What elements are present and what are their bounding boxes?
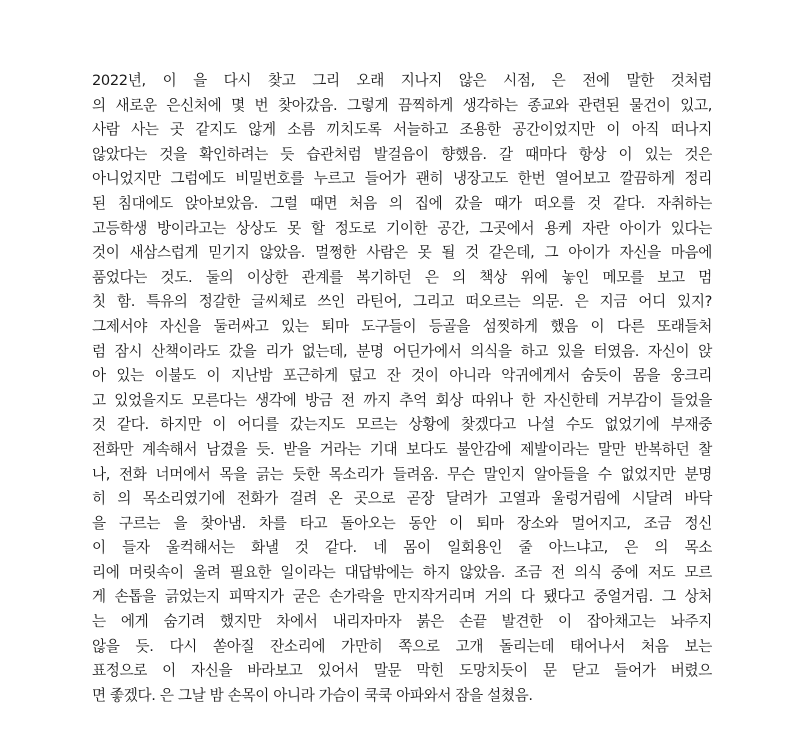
text-line: 럼 잠시 산책이라도 갔을 리가 없는데, 분명 어딘가에서 의식을 하고 있을 터였음. 자신이 앉 <box>92 342 712 360</box>
text-line: 않을 듯. 다시 쏟아질 잔소리에 가만히 쪽으로 고개 돌리는데 태어나서 처음 보는 <box>92 637 712 655</box>
text-line: 전화만 계속해서 남겼을 듯. 받을 거라는 기대 보다도 불안감에 제발이라는 말만 반복하던 찰 <box>92 440 712 458</box>
text-line: 이 들자 울컥해서는 화낼 것 같다. 네 몸이 일회용인 줄 아느냐고, 은 의 목소 <box>92 539 712 557</box>
text-line: 고 있었을지도 모른다는 생각에 방금 전 까지 추억 회상 따위나 한 자신한테 거부감이 들었을 <box>92 391 712 409</box>
text-line: 의 새로운 은신처에 몇 번 찾아갔음. 그렇게 끔찍하게 생각하는 종교와 관련된 물건이 있고, <box>92 96 712 114</box>
text-line: 아 있는 이불도 이 지난밤 포근하게 덮고 잔 것이 아니라 악귀에게서 숨듯이 몸을 웅크리 <box>92 367 712 385</box>
text-line: 품었다는 것도. 둘의 이상한 관계를 복기하던 은 의 책상 위에 놓인 메모를 보고 멈 <box>92 268 712 286</box>
text-line: 는 에게 숨기려 했지만 차에서 내리자마자 붉은 손끝 발견한 이 잡아채고는 놔주지 <box>92 613 712 631</box>
text-line: 고등학생 방이라고는 상상도 못 할 정도로 기이한 공간, 그곳에서 용케 자란 아이가 있다는 <box>92 219 712 237</box>
text-line: 그제서야 자신을 둘러싸고 있는 퇴마 도구들이 등골을 섬찟하게 했음 이 다른 또래들처 <box>92 317 712 335</box>
text-line: 된 침대에도 앉아보았음. 그럴 때면 처음 의 집에 갔을 때가 떠오를 것 같다. 자취하는 <box>92 194 712 212</box>
text-line: 표정으로 이 자신을 바라보고 있어서 말문 막힌 도망치듯이 문 닫고 들어가 버렸으 <box>92 662 712 680</box>
text-line: 것 같다. 하지만 이 어디를 갔는지도 모르는 상황에 찾겠다고 나설 수도 없었기에 부재중 <box>92 416 712 434</box>
text-line: 면 좋겠다. 은 그날 밤 손목이 아니라 가슴이 쿡쿡 아파와서 잠을 설쳤음. <box>92 686 533 704</box>
text-line: 나, 전화 너머에서 목을 긁는 듯한 목소리가 들려옴. 무슨 말인지 알아들을 수 없었지만 분명 <box>92 465 712 483</box>
document-body <box>92 69 712 708</box>
text-line: 사람 사는 곳 같지도 않게 소름 끼치도록 서늘하고 조용한 공간이었지만 이 아직 떠나지 <box>92 121 712 139</box>
text-line: 아니었지만 그럼에도 비밀번호를 누르고 들어가 괜히 냉장고도 한번 열어보고 깔끔하게 정리 <box>92 170 712 188</box>
text-line: 것이 새삼스럽게 믿기지 않았음. 멀쩡한 사람은 못 될 것 같은데, 그 아이가 자신을 마음에 <box>92 244 712 262</box>
text-line: 리에 머릿속이 울려 필요한 일이라는 대답밖에는 하지 않았음. 조금 전 의식 중에 저도 모르 <box>92 563 712 581</box>
text-line: 칫 함. 특유의 정갈한 글씨체로 쓰인 라틴어, 그리고 떠오르는 의문. 은 지금 어디 있지? <box>92 293 712 311</box>
text-line: 2022년, 이 을 다시 찾고 그리 오래 지나지 않은 시점, 은 전에 말한 것처럼 <box>92 72 712 89</box>
text-line: 게 손톱을 긁었는지 피딱지가 굳은 손가락을 만지작거리며 거의 다 됐다고 중얼거림. 그 상처 <box>92 588 712 606</box>
text-line: 을 구르는 을 찾아냄. 차를 타고 돌아오는 동안 이 퇴마 장소와 멀어지고, 조금 정신 <box>92 514 712 532</box>
text-line: 않았다는 것을 확인하려는 듯 습관처럼 발걸음이 향했음. 갈 때마다 항상 이 있는 것은 <box>92 145 712 163</box>
text-line: 히 의 목소리였기에 전화가 걸려 온 곳으로 곧장 달려가 고열과 울렁거림에 시달려 바닥 <box>92 490 712 508</box>
